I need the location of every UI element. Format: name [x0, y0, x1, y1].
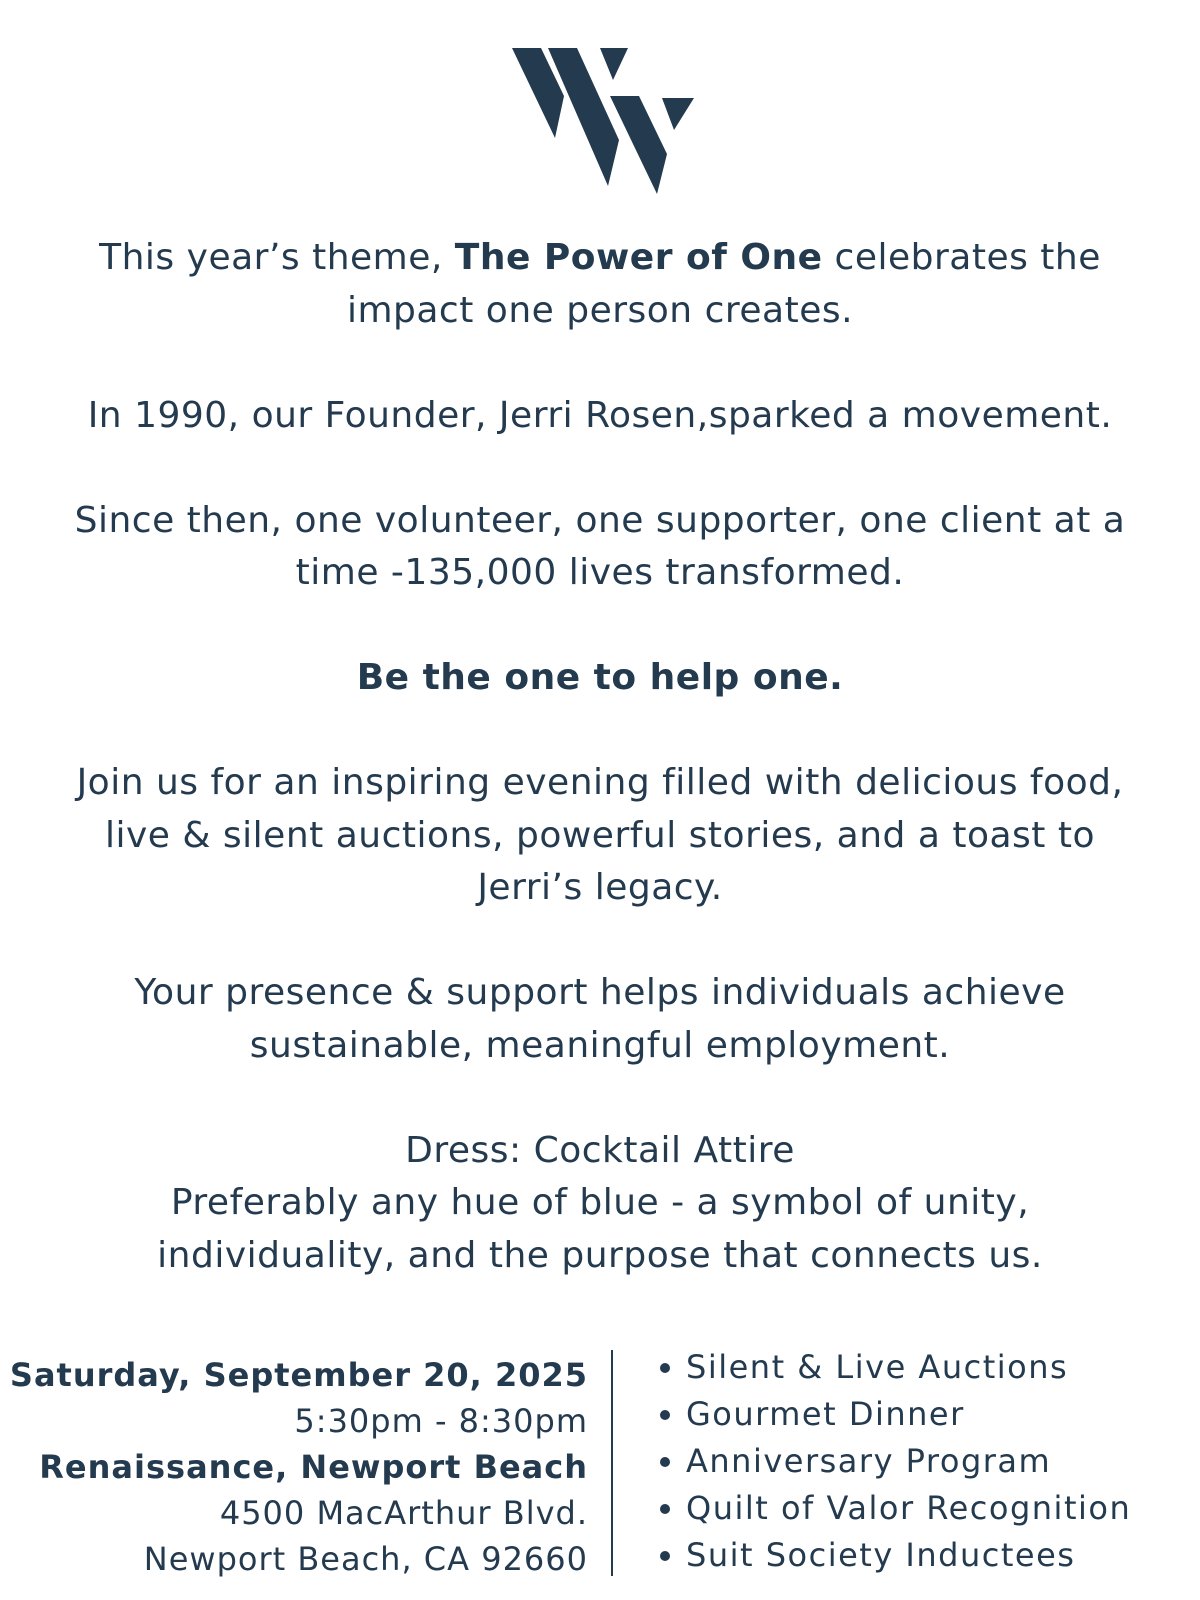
event-details — [10, 1352, 588, 1582]
highlight-item: Suit Society Inductees — [656, 1532, 1131, 1579]
event-highlights-list — [656, 1344, 1131, 1579]
since-line-2: time -135,000 lives transformed. — [295, 552, 905, 593]
event-address-line-1: 4500 MacArthur Blvd. — [219, 1494, 588, 1532]
highlight-item: Gourmet Dinner — [656, 1391, 1131, 1438]
theme-line-2: impact one person creates. — [346, 289, 854, 331]
theme-suffix: celebrates the — [822, 237, 1101, 278]
founder-line: In 1990, our Founder, Jerri Rosen,sparked a movement. — [87, 394, 1113, 436]
event-venue: Renaissance, Newport Beach — [39, 1448, 588, 1486]
support-line-1: Your presence & support helps individuals achieve — [134, 972, 1066, 1013]
dress-note-1: Preferably any hue of blue - a symbol of unity, — [170, 1182, 1030, 1223]
join-line-3: Jerri’s legacy. — [477, 867, 723, 908]
tagline: Be the one to help one. — [356, 657, 844, 698]
highlight-item: Silent & Live Auctions — [656, 1344, 1131, 1391]
event-address-line-2: Newport Beach, CA 92660 — [143, 1540, 588, 1578]
vertical-divider — [611, 1350, 613, 1576]
event-date: Saturday, September 20, 2025 — [9, 1356, 588, 1394]
invitation-body — [0, 232, 1200, 1282]
theme-name: The Power of One — [454, 237, 823, 278]
join-line-1: Join us for an inspiring evening filled with delicious food, — [76, 762, 1124, 803]
theme-line-1 — [0, 232, 1200, 285]
dress-note-2: individuality, and the purpose that connects us. — [157, 1234, 1043, 1276]
support-line-2: sustainable, meaningful employment. — [249, 1024, 951, 1066]
dress-code: Dress: Cocktail Attire — [405, 1129, 795, 1171]
since-line-1: Since then, one volunteer, one supporter, one client at a — [74, 499, 1126, 541]
wv-monogram-logo — [512, 48, 694, 194]
event-time: 5:30pm - 8:30pm — [294, 1402, 588, 1440]
highlight-item: Anniversary Program — [656, 1438, 1131, 1485]
theme-prefix: This year’s theme, — [99, 237, 455, 278]
join-line-2: live & silent auctions, powerful stories, and a toast to — [105, 814, 1095, 856]
highlight-item: Quilt of Valor Recognition — [656, 1485, 1131, 1532]
